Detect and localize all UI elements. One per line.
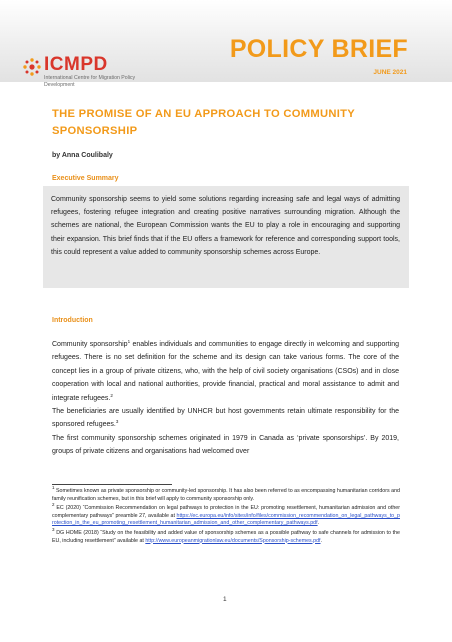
footnote-1-number: 1	[52, 485, 55, 490]
logo-subtitle: International Centre for Migration Policy Development	[44, 75, 136, 88]
footnote-1	[52, 485, 400, 503]
footnote-2-end: .	[317, 520, 320, 527]
intro-p1-rest: enables individuals and communities to engage directly in welcoming and supporting refugees. There is no set definition for the scheme and its design can take various forms. The core of the concept lies in a group of private citizens, who, with the help of civil society organisations (CSOs) and in close cooperation with local and national authorities, provide financial, practical and moral assistance to admit and integrate refugees.	[52, 341, 399, 402]
footnote-ref-2[interactable]: 2	[110, 392, 113, 398]
footnote-3-number: 3	[52, 526, 55, 532]
logo-text: ICMPD	[44, 54, 108, 75]
executive-summary-text: Community sponsorship seems to yield some solutions regarding increasing safe and legal ways of admitting refugees, fostering refugee integration and creating positive narratives surrounding migration. Although the schemes are national, the European Commission wants the EU to play a role in encouraging and supporting their expansion. This brief finds that if the EU offers a framework for reference and corresponding support tools, this could represent a value added to community sponsorship schemes across Europe.	[51, 196, 400, 256]
intro-paragraph-1	[52, 338, 399, 405]
policy-brief-title: POLICY BRIEF	[229, 35, 408, 63]
footnote-2-link[interactable]: https://ec.europa.eu/info/sites/info/files/commission_recommendation_on_legal_pathways_to_protection_in_the_eu_promoting_resettlement_humanitarian_admission_and_other_complementary_pathways.pdf	[52, 512, 400, 527]
intro-paragraph-3: The first community sponsorship schemes originated in 1979 in Canada as ‘private sponsorships’. By 2019, groups of private citizens and organisations had welcomed over	[52, 434, 399, 456]
footnote-3-link[interactable]: http://www.europeanmigrationlaw.eu/documents/Sponsorship-schemes.pdf	[145, 537, 321, 544]
icmpd-logo-icon	[22, 57, 42, 77]
document-title: THE PROMISE OF AN EU APPROACH TO COMMUNITY SPONSORSHIP	[52, 108, 355, 137]
footnote-divider	[52, 484, 172, 485]
intro-p1-start: Community sponsorship	[52, 341, 128, 348]
footnotes	[52, 485, 400, 547]
footnote-2-text: EC (2020) “Commission Recommendation on legal pathways to protection in the EU: promoting resettlement, humanitarian admission and other complementary pathways” preamble 27, available at	[52, 505, 400, 519]
footnote-3	[52, 526, 400, 545]
publication-date: JUNE 2021	[373, 69, 407, 76]
footnote-2-number: 2	[52, 502, 55, 508]
footnote-1-text: Sometimes known as private sponsorship or community-led sponsorship. It has also been referred to as encompassing humanitarian corridors and family reunification schemes, but in this brief will apply to community sponsorship only.	[52, 488, 400, 502]
intro-paragraph-2	[52, 405, 399, 432]
footnote-3-text: DG HOME (2018) “Study on the feasibility and added value of sponsorship schemes as a possible pathway to safe channels for admission to the EU, including resettlement” available at	[52, 529, 400, 544]
footnote-ref-1[interactable]: 1	[127, 339, 131, 344]
introduction-body	[52, 338, 399, 459]
footnote-2	[52, 502, 400, 528]
footnote-3-end: .	[320, 537, 323, 544]
footnote-ref-3[interactable]: 3	[115, 419, 119, 425]
intro-p2-text: The beneficiaries are usually identified by UNHCR but host governments retain ultimate responsibility for the sponsored refugees.	[52, 408, 399, 429]
introduction-heading: Introduction	[52, 317, 93, 324]
icmpd-logo	[22, 54, 136, 90]
author-byline: by Anna Coulibaly	[52, 152, 113, 159]
page-number: 1	[223, 596, 227, 603]
executive-summary-heading: Executive Summary	[52, 175, 119, 182]
